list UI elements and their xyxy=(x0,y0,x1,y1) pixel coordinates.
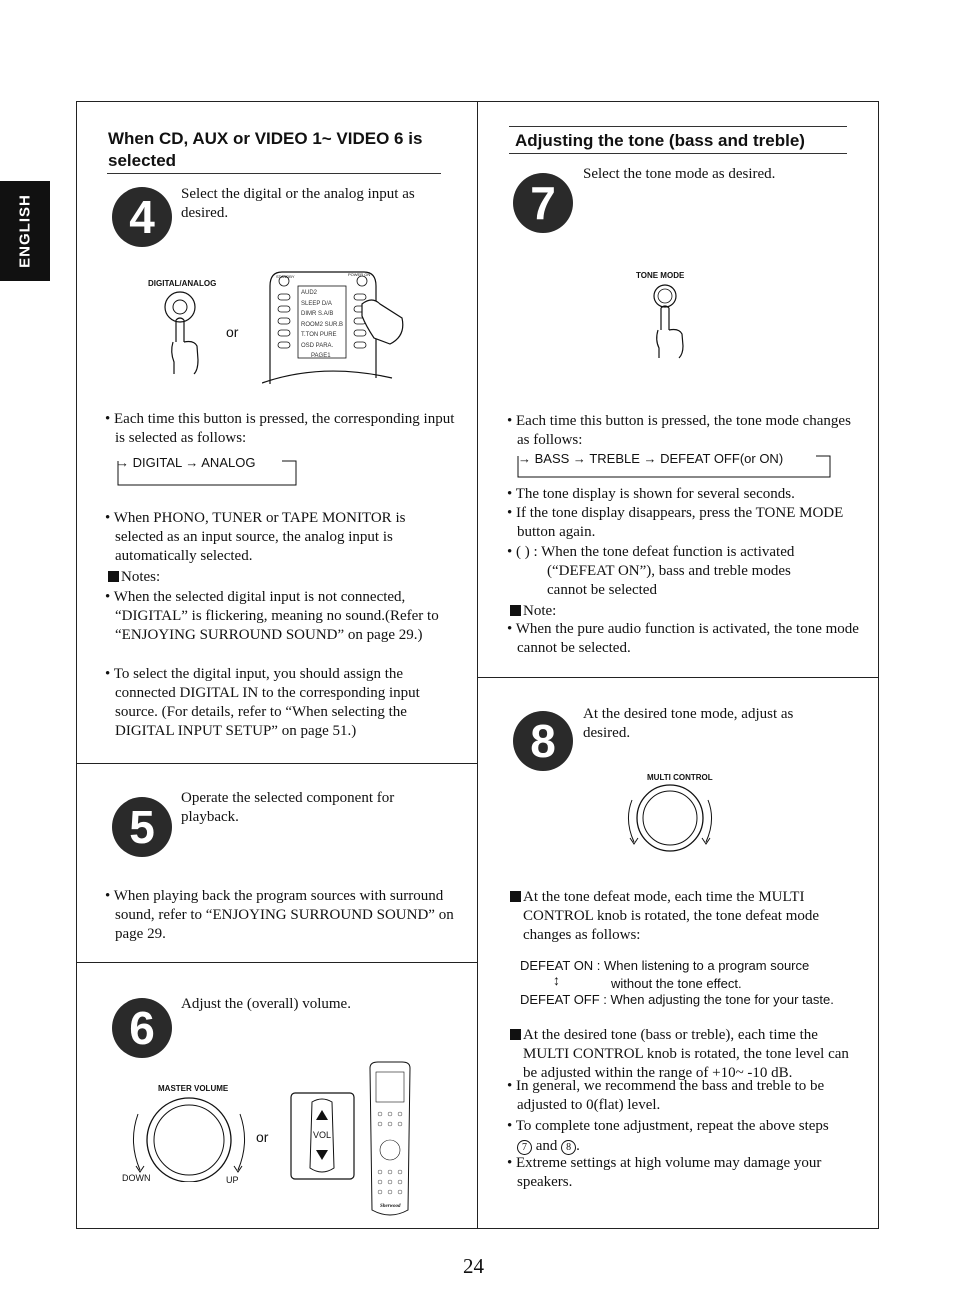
defeat-on-text-2: without the tone effect. xyxy=(611,976,742,991)
note-2: • To select the digital input, you should assign the connected DIGITAL IN to the corresponding input source. (For details, refer to “When selecting the DIGITAL INPUT SETUP” on page 51.) xyxy=(105,666,420,739)
step-7-number: 7 xyxy=(513,173,573,233)
divider-step8 xyxy=(477,677,879,678)
column-divider xyxy=(477,101,478,1229)
note-1: • When the selected digital input is not connected, “DIGITAL” is flickering, meaning no sound.(Refer to “ENJOYING SURROUND SOUND” on page 29.) xyxy=(105,589,439,643)
or-text-step6: or xyxy=(256,1129,269,1145)
step-8-bullet-1: • In general, we recommend the bass and treble to be adjusted to 0(flat) level. xyxy=(507,1078,825,1113)
defeat-off-text: DEFEAT OFF : When adjusting the tone for your taste. xyxy=(520,992,834,1007)
step-7-instruction: Select the tone mode as desired. xyxy=(583,166,776,182)
step-7-note: • When the pure audio function is activated, the tone mode cannot be selected. xyxy=(507,621,859,656)
step-7-bullet-4-line2: (“DEFEAT ON”), bass and treble modes xyxy=(547,563,791,579)
vol-label: VOL xyxy=(313,1130,332,1140)
remote-brand-logo: Sherwood xyxy=(380,1204,401,1209)
language-tab: ENGLISH xyxy=(0,181,50,281)
master-volume-knob-icon xyxy=(124,1092,254,1182)
step-7-bullet-4-line3: cannot be selected xyxy=(547,582,657,598)
step-8-para-1: At the tone defeat mode, each time the MULTI CONTROL knob is rotated, the tone defeat mode changes as follows: xyxy=(510,888,863,945)
step-8-bullet-3: • Extreme settings at high volume may damage your speakers. xyxy=(507,1155,822,1190)
flow-tone-modes: → BASS → TREBLE → DEFEAT OFF(or ON) xyxy=(518,451,784,466)
remote-lcd-text: AUD2 SLEEP D/A DIMR S.A/B ROOM2 SUR.B T.TON PURE OSD PARA. PAGE1 xyxy=(301,290,344,359)
step-5-bullet: • When playing back the program sources with surround sound, refer to “ENJOYING SURROUND SOUND” on page 29. xyxy=(105,888,454,942)
updown-arrow-icon: ↕ xyxy=(553,974,560,989)
heading-rule-right xyxy=(509,153,847,154)
step-6-number: 6 xyxy=(112,998,172,1058)
digital-analog-button-icon xyxy=(160,290,220,376)
step-7-bullet-3: • If the tone display disappears, press the TONE MODE button again. xyxy=(507,505,844,540)
multi-control-knob-icon xyxy=(624,780,714,856)
step-8-para-2: At the desired tone (bass or treble), each time the MULTI CONTROL knob is rotated, the tone level can be adjusted within the range of +10~ -10 dB. xyxy=(510,1026,863,1083)
step-4-bullet-1: • Each time this button is pressed, the corresponding input is selected as follows: xyxy=(105,411,455,446)
step-6-instruction: Adjust the (overall) volume. xyxy=(181,996,351,1012)
page-number: 24 xyxy=(463,1254,484,1278)
step-8-bullet-2-line2: 7 and 8 . xyxy=(517,1137,580,1156)
step-8-bullet-2: • To complete tone adjustment, repeat the above steps xyxy=(507,1118,829,1134)
down-label: DOWN xyxy=(122,1173,151,1183)
remote-standby-label: STANDBY xyxy=(276,274,295,279)
digital-analog-label: DIGITAL/ANALOG xyxy=(148,279,217,288)
step-4-instruction: Select the digital or the analog input as desired. xyxy=(181,186,415,221)
notes-heading-left: Notes: xyxy=(108,568,160,587)
step-8-instruction: At the desired tone mode, adjust as desired. xyxy=(583,706,794,741)
tone-mode-label: TONE MODE xyxy=(636,271,685,280)
section-heading-right: Adjusting the tone (bass and treble) xyxy=(515,131,805,150)
tone-mode-button-icon xyxy=(646,282,696,362)
remote-control-illustration xyxy=(366,1060,414,1222)
step-ref-8: 8 xyxy=(561,1140,576,1155)
step-8-number: 8 xyxy=(513,711,573,771)
step-4-number: 4 xyxy=(112,187,172,247)
multi-control-label: MULTI CONTROL xyxy=(647,773,713,782)
note-heading-right: Note: xyxy=(510,602,556,621)
flow-digital-analog: → DIGITAL → ANALOG xyxy=(116,455,256,470)
step-7-bullet-2: • The tone display is shown for several seconds. xyxy=(507,486,795,502)
divider-step6 xyxy=(76,962,477,963)
or-text-step4: or xyxy=(226,324,239,340)
step-7-bullet-4: • ( ) : When the tone defeat function is activated xyxy=(507,544,795,560)
heading-rule-left xyxy=(107,173,441,174)
step-7-bullet-1: • Each time this button is pressed, the tone mode changes as follows: xyxy=(507,413,851,448)
step-ref-7: 7 xyxy=(517,1140,532,1155)
divider-step5 xyxy=(76,763,477,764)
step-5-number: 5 xyxy=(112,797,172,857)
defeat-on-text: DEFEAT ON : When listening to a program source xyxy=(520,958,810,973)
step-4-bullet-2: • When PHONO, TUNER or TAPE MONITOR is selected as an input source, the analog input is automatically selected. xyxy=(105,510,406,564)
heading-rule-top-right xyxy=(509,126,847,127)
step-5-instruction: Operate the selected component for playback. xyxy=(181,790,395,825)
section-heading-left: When CD, AUX or VIDEO 1~ VIDEO 6 is selected xyxy=(108,129,423,170)
up-label: UP xyxy=(226,1175,239,1185)
remote-poweron-label: POWER ON xyxy=(348,272,371,277)
master-volume-label: MASTER VOLUME xyxy=(158,1084,229,1093)
